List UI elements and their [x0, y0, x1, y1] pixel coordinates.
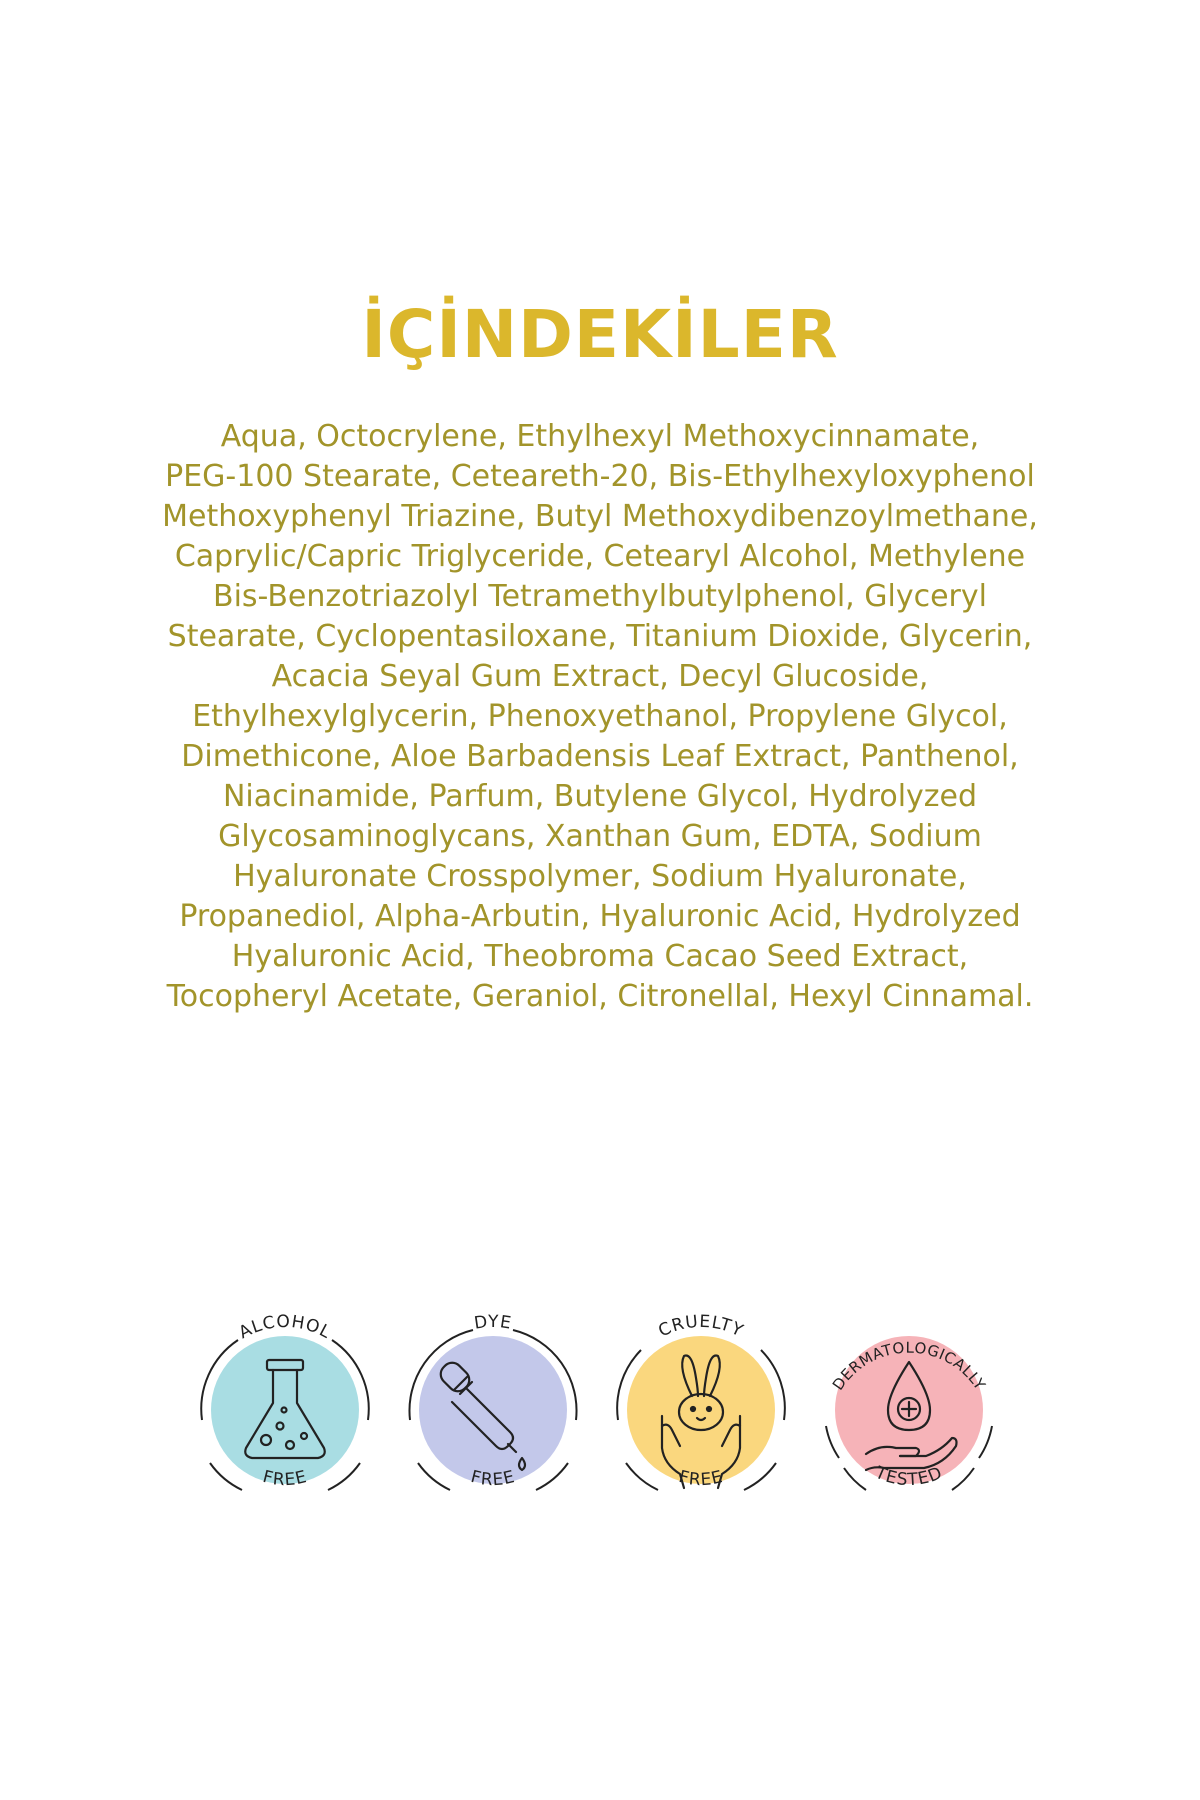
badge-top-label: CRUELTY [655, 1311, 747, 1342]
badge-ring-segment [826, 1426, 839, 1458]
ingredients-line: Stearate, Cyclopentasiloxane, Titanium Dioxide, Glycerin, [167, 619, 1033, 654]
badge-ring-segment [952, 1468, 974, 1490]
badge-cruelty-free [596, 1298, 806, 1528]
page-title: İÇİNDEKİLER [361, 296, 839, 373]
badge-alcohol-free [180, 1298, 390, 1528]
badge-top-label: DYE [472, 1311, 514, 1334]
ingredients-line: Hyaluronate Crosspolymer, Sodium Hyaluronate, [233, 859, 967, 894]
badge-bottom-label: TESTED [872, 1462, 946, 1491]
badge-ring-segment [626, 1463, 658, 1490]
ingredients-list [0, 417, 1200, 1017]
badge-circle [627, 1336, 775, 1484]
badge-ring-segment [210, 1463, 242, 1490]
ingredients-line: Niacinamide, Parfum, Butylene Glycol, Hydrolyzed [222, 779, 978, 814]
badge-bottom-label: FREE [468, 1466, 518, 1491]
ingredients-line: Hyaluronic Acid, Theobroma Cacao Seed Extract, [231, 939, 969, 974]
badge-ring-segment [328, 1463, 360, 1490]
ingredients-line: Glycosaminoglycans, Xanthan Gum, EDTA, Sodium [218, 819, 982, 854]
ingredients-line: Tocopheryl Acetate, Geraniol, Citronellal, Hexyl Cinnamal. [166, 979, 1034, 1014]
badge-bottom-label: FREE [260, 1466, 310, 1491]
ingredients-line: Bis-Benzotriazolyl Tetramethylbutylphenol, Glyceryl [213, 579, 987, 614]
badge-bottom-label: FREE [676, 1466, 726, 1491]
badge-ring-segment [418, 1463, 450, 1490]
ingredients-line: Ethylhexylglycerin, Phenoxyethanol, Propylene Glycol, [192, 699, 1008, 734]
badge-top-label: ALCOHOL [235, 1311, 335, 1344]
badge-dye-free [388, 1298, 598, 1528]
ingredients-line: PEG-100 Stearate, Ceteareth-20, Bis-Ethylhexyloxyphenol [165, 459, 1035, 494]
badge-top-label: DERMATOLOGICALLY [828, 1338, 990, 1394]
badge-ring-segment [744, 1463, 776, 1490]
ingredients-line: Methoxyphenyl Triazine, Butyl Methoxydibenzoylmethane, [162, 499, 1038, 534]
ingredients-line: Caprylic/Capric Triglyceride, Cetearyl Alcohol, Methylene [174, 539, 1026, 574]
badges-row [0, 1298, 1200, 1528]
badge-ring-segment [979, 1426, 992, 1458]
badge-ring-segment [844, 1468, 866, 1490]
badge-dermatologically-tested [804, 1298, 1014, 1528]
badge-circle [211, 1336, 359, 1484]
ingredients-line: Aqua, Octocrylene, Ethylhexyl Methoxycinnamate, [220, 419, 980, 454]
ingredients-line: Propanediol, Alpha-Arbutin, Hyaluronic Acid, Hydrolyzed [179, 899, 1021, 934]
ingredients-line: Acacia Seyal Gum Extract, Decyl Glucoside, [271, 659, 929, 694]
badge-circle [419, 1336, 567, 1484]
badge-ring-segment [536, 1463, 568, 1490]
ingredients-line: Dimethicone, Aloe Barbadensis Leaf Extract, Panthenol, [181, 739, 1019, 774]
